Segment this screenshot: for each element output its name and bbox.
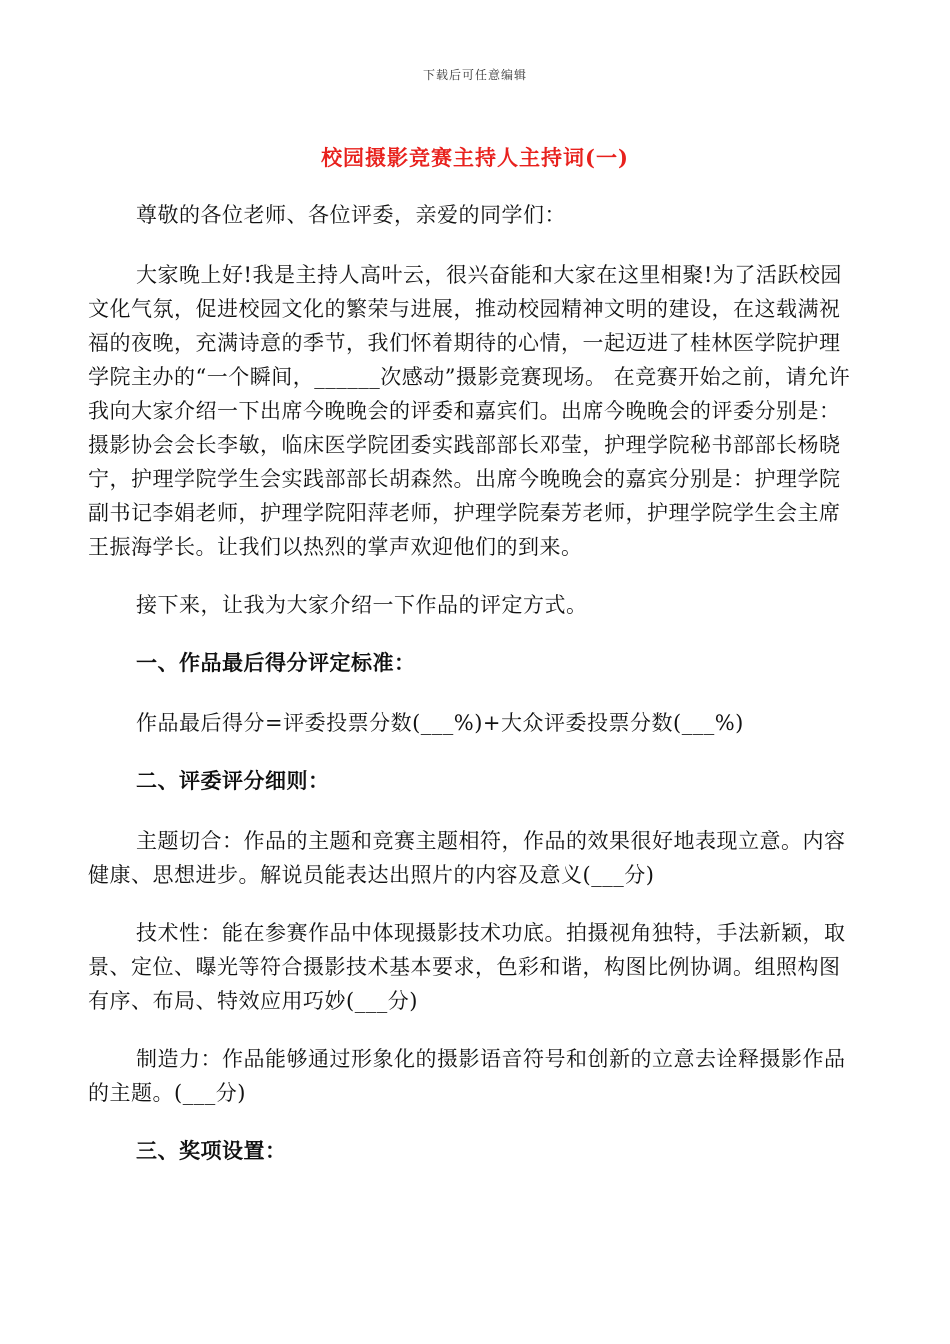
section1-heading: 一、作品最后得分评定标准：: [136, 650, 416, 675]
creativity-criterion-paragraph: 制造力：作品能够通过形象化的摄影语音符号和创新的立意去诠释摄影作品的主题。(___分): [88, 1047, 846, 1105]
transition-paragraph: 接下来，让我为大家介绍一下作品的评定方式。: [136, 593, 588, 617]
intro-paragraph: 大家晚上好!我是主持人高叶云，很兴奋能和大家在这里相聚!为了活跃校园文化气氛，促进校园文化的繁荣与进展，推动校园精神文明的建设，在这载满祝福的夜晚，充满诗意的季节，我们怀着期待的心情，一起迈进了桂林医学院护理学院主办的“一个瞬间，______次感动”摄影竞赛现场。 在竞赛开始之前，请允许我向大家介绍一下出席今晚晚会的评委和嘉宾们。出席今晚晚会的评委分别是：摄影协会会长李敏，临床医学院团委实践部部长邓莹，护理学院秘书部部长杨晓宁，护理学院学生会实践部部长胡森然。出席今晚晚会的嘉宾分别是：护理学院副书记李娟老师，护理学院阳萍老师，护理学院秦芳老师，护理学院学生会主席王振海学长。让我们以热烈的掌声欢迎他们的到来。: [88, 263, 851, 559]
section2-heading: 二、评委评分细则：: [136, 768, 330, 793]
header-note: 下载后可任意编辑: [422, 68, 527, 82]
technique-criterion-paragraph: 技术性：能在参赛作品中体现摄影技术功底。拍摄视角独特，手法新颖，取景、定位、曝光等符合摄影技术基本要求，色彩和谐，构图比例协调。组照构图有序、布局、特效应用巧妙(___分): [88, 921, 846, 1013]
greeting-paragraph: 尊敬的各位老师、各位评委，亲爱的同学们：: [136, 203, 566, 227]
score-formula-paragraph: 作品最后得分=评委投票分数(___%)+大众评委投票分数(___%): [136, 711, 744, 735]
document-title: 校园摄影竞赛主持人主持词(一): [321, 145, 629, 170]
section3-heading: 三、奖项设置：: [136, 1138, 287, 1163]
document-body: [88, 198, 858, 1194]
theme-criterion-paragraph: 主题切合：作品的主题和竞赛主题相符，作品的效果很好地表现立意。内容健康、思想进步。解说员能表达出照片的内容及意义(___分): [88, 829, 846, 887]
